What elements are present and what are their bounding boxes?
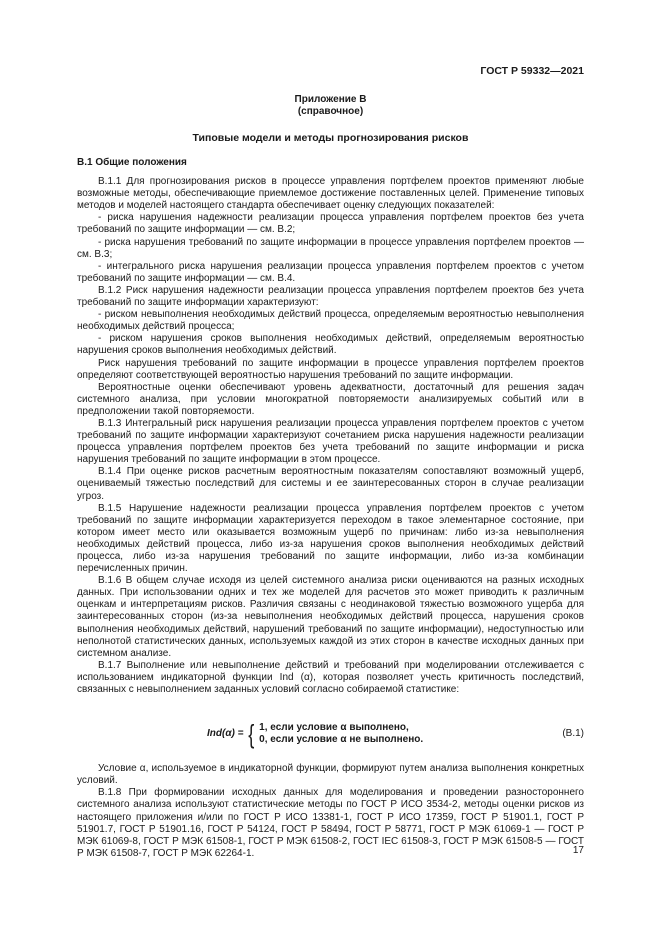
formula-case-1: 1, если условие α выполнено, [259, 722, 409, 734]
appendix-title: Типовые модели и методы прогнозирования рисков [192, 132, 469, 144]
paragraph: В.1.8 При формировании исходных данных для моделирования и проведении разностороннего системного анализа используют статистические методы по ГОСТ Р ИСО 3534-2, методы оценки рисков из настоящего приложения и/или по ГОСТ Р ИСО 13381-1, ГОСТ Р ИСО 17359, ГОСТ Р 51901.1, ГОСТ Р 51901.7, ГОСТ Р 51901.16, ГОСТ Р 54124, ГОСТ Р 58494, ГОСТ Р 58771, ГОСТ Р МЭК 61069-1 — ГОСТ Р МЭК 61069-8, ГОСТ Р МЭК 61508-1, ГОСТ Р МЭК 61508-2, ГОСТ IEC 61508-3, ГОСТ Р МЭК 61508-5 — ГОСТ Р МЭК 61508-7, ГОСТ Р МЭК 62264-1. [77, 787, 584, 859]
list-item: - риска нарушения надежности реализации процесса управления портфелем проектов без учета требований по защите информации — см. В.2; [77, 212, 584, 236]
appendix-heading [0, 94, 661, 118]
brace-symbol: { [248, 719, 255, 750]
paragraph: Вероятностные оценки обеспечивают уровень адекватности, достаточный для решения задач системного анализа, при условии многократной повторяемости анализируемых событий или в предположении такой повторяемости. [77, 381, 584, 417]
list-item: - риском нарушения сроков выполнения необходимых действий, определяемым вероятностью нарушения сроков выполнения необходимых действий. [77, 333, 584, 357]
list-item: - риском невыполнения необходимых действий процесса, определяемым вероятностью невыполнения необходимых действий процесса; [77, 309, 584, 333]
paragraph: В.1.4 При оценке рисков расчетным вероятностным показателям сопоставляют возможный ущерб, оцениваемый тяжестью последствий для системы и ее заинтересованных сторон в случае реализации угроз. [77, 466, 584, 502]
paragraph: В.1.7 Выполнение или невыполнение действий и требований при моделировании отслеживается с использованием индикаторной функции Ind (α), которая позволяет учесть критичность последствий, связанных с невыполнением заданных условий согласно собираемой статистике: [77, 659, 584, 696]
appendix-label: Приложение В [294, 94, 367, 105]
formula-lhs: Ind(α) = [207, 728, 244, 740]
formula-cases [259, 722, 423, 746]
paragraph: В.1.5 Нарушение надежности реализации процесса управления портфелем проектов с учетом требований по защите информации характеризуется переходом в такое элементарное состояние, при котором имеет место или оказывается возможным ущерб по причинам: либо из-за невыполнения необходимых действий процесса, либо из-за нарушения сроков выполнения необходимых действий процесса, либо из-за нарушения требований по защите информации, либо из-за комбинации перечисленных причин. [77, 502, 584, 575]
formula-block [77, 718, 584, 750]
page-number: 17 [572, 845, 584, 856]
paragraph: Риск нарушения требований по защите информации в процессе управления портфелем проектов определяют соответствующей вероятностью нарушения требований по защите информации. [77, 357, 584, 381]
list-item: - риска нарушения требований по защите информации в процессе управления портфелем проектов — см. В.3; [77, 236, 584, 260]
paragraph: В.1.3 Интегральный риск нарушения реализации процесса управления портфелем проектов с учетом требований по защите информации характеризуют сочетанием риска нарушения надежности реализации процесса управления портфелем проектов без учета требований по защите информации и риска нарушения требований по защите информации в этом процессе. [77, 417, 584, 466]
formula-expression [207, 719, 424, 750]
paragraph: В.1.6 В общем случае исходя из целей системного анализа риски оцениваются на разных исходных данных. При использовании одних и тех же моделей для расчетов это может приводить к различным оценкам и интерпретациям рисков. Различия связаны с неодинаковой тяжестью возможного ущерба для заинтересованных сторон (из-за невыполнения необходимых действий процесса, нарушения сроков выполнения необходимых действий, нарушений требований по защите информации), недоступностью или неполнотой статистических данных, используемых каждой из этих сторон в качестве исходных данных при системном анализе. [77, 575, 584, 659]
formula-case-2: 0, если условие α не выполнено. [259, 734, 424, 746]
paragraph: Условие α, используемое в индикаторной функции, формируют путем анализа выполнения конкретных условий. [77, 763, 584, 787]
appendix-note: (справочное) [297, 106, 364, 117]
document-body [77, 157, 584, 860]
paragraph: В.1.2 Риск нарушения надежности реализации процесса управления портфелем проектов без учета требований по защите информации характеризуют: [77, 284, 584, 309]
paragraph: В.1.1 Для прогнозирования рисков в процессе управления портфелем проектов применяют любые возможные методы, обеспечивающие приемлемое достижение поставленных целей. Применение типовых методов и моделей настоящего стандарта обеспечивает оценку следующих показателей: [77, 176, 584, 212]
formula-number: (В.1) [562, 728, 584, 740]
section-heading: В.1 Общие положения [77, 157, 187, 168]
standard-number: ГОСТ Р 59332—2021 [480, 65, 584, 77]
list-item: - интегрального риска нарушения реализации процесса управления портфелем проектов с учетом требований по защите информации — см. В.4. [77, 260, 584, 284]
